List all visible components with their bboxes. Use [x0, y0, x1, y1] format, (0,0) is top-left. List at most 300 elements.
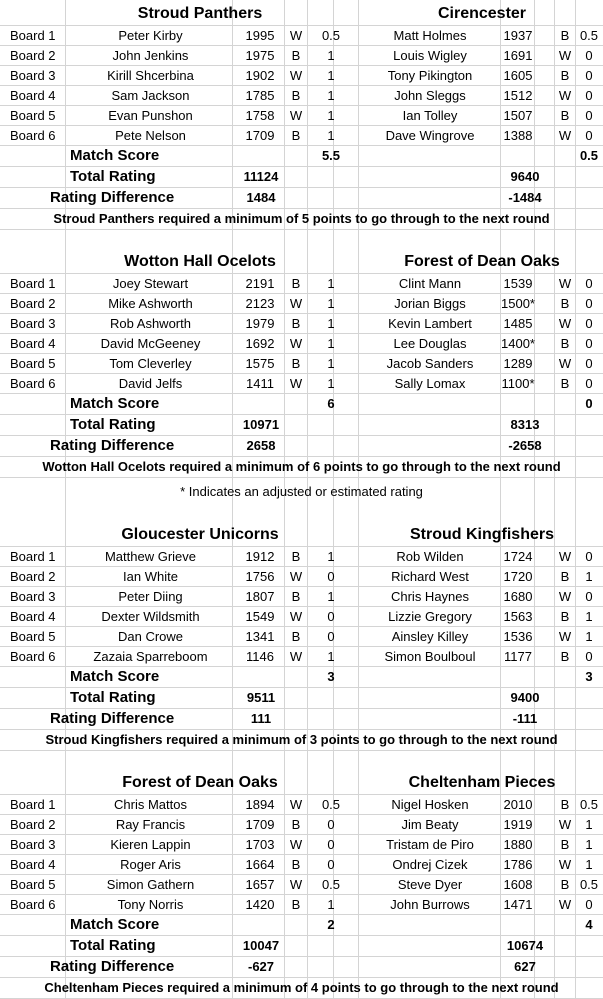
away-match-score: 0 [585, 396, 593, 411]
home-rating-difference: 2658 [246, 438, 276, 453]
home-color: W [289, 68, 303, 83]
away-color: B [560, 376, 570, 391]
away-player-name: Louis Wigley [393, 48, 467, 63]
away-board-score: 1 [585, 569, 593, 584]
away-color: B [560, 68, 570, 83]
home-player-name: Tom Cleverley [109, 356, 192, 371]
qualification-note: Wotton Hall Ocelots required a minimum of 6 points to go through to the next round [42, 459, 561, 474]
rating-difference-label: Rating Difference [50, 437, 175, 454]
away-color: B [560, 877, 570, 892]
board-label: Board 4 [10, 857, 56, 872]
home-player-rating: 1341 [245, 629, 275, 644]
rating-difference-label: Rating Difference [50, 189, 175, 206]
away-team-name: Cirencester [437, 5, 527, 22]
home-board-score: 0.5 [321, 877, 341, 892]
home-player-rating: 1756 [245, 569, 275, 584]
home-player-rating: 1912 [245, 549, 275, 564]
grid-row-line [0, 935, 603, 936]
home-board-score: 0 [327, 629, 335, 644]
away-player-name: Chris Haynes [390, 589, 470, 604]
home-color: B [291, 128, 301, 143]
qualification-note: Stroud Panthers required a minimum of 5 points to go through to the next round [53, 211, 550, 226]
grid-row-line [0, 293, 603, 294]
away-player-name: Matt Holmes [393, 28, 467, 43]
away-board-score: 0 [585, 48, 593, 63]
away-player-name: Lee Douglas [393, 336, 467, 351]
away-board-score: 0 [585, 296, 593, 311]
away-rating-difference: -111 [512, 711, 538, 726]
home-player-name: Simon Gathern [106, 877, 195, 892]
home-rating-difference: 111 [250, 711, 272, 726]
home-match-score: 2 [327, 917, 335, 932]
home-color: W [289, 569, 303, 584]
home-player-name: Kirill Shcerbina [107, 68, 194, 83]
home-color: W [289, 108, 303, 123]
away-player-rating: 1177 [504, 649, 532, 664]
home-player-rating: 1692 [245, 336, 275, 351]
home-team-name: Wotton Hall Ocelots [124, 253, 276, 270]
away-player-name: Jorian Biggs [394, 296, 466, 311]
away-player-name: Richard West [391, 569, 469, 584]
board-label: Board 1 [10, 549, 56, 564]
board-label: Board 2 [10, 569, 56, 584]
away-board-score: 0.5 [579, 28, 599, 43]
away-player-name: Tony Pikington [387, 68, 473, 83]
grid-row-line [0, 393, 603, 394]
away-board-score: 0 [585, 897, 593, 912]
home-player-name: David Jelfs [118, 376, 183, 391]
home-team-name: Gloucester Unicorns [121, 526, 279, 543]
home-player-rating: 1995 [245, 28, 275, 43]
away-board-score: 0 [585, 589, 593, 604]
grid-row-line [0, 105, 603, 106]
board-label: Board 6 [10, 128, 56, 143]
board-label: Board 5 [10, 108, 56, 123]
home-team-name: Stroud Panthers [137, 5, 263, 22]
home-board-score: 1 [327, 589, 335, 604]
grid-row-line [0, 373, 603, 374]
home-color: B [291, 276, 301, 291]
match-score-label: Match Score [70, 916, 160, 933]
home-board-score: 1 [327, 68, 335, 83]
grid-row-line [0, 646, 603, 647]
grid-row-line [0, 546, 603, 547]
away-player-rating: 1724 [503, 549, 533, 564]
home-board-score: 0.5 [321, 28, 341, 43]
match-score-label: Match Score [70, 395, 160, 412]
home-match-score: 6 [327, 396, 335, 411]
board-label: Board 2 [10, 296, 56, 311]
away-board-score: 0.5 [579, 797, 599, 812]
home-player-name: Dan Crowe [117, 629, 184, 644]
grid-row-line [0, 435, 603, 436]
away-player-rating: 1786 [503, 857, 533, 872]
home-rating-difference: -627 [247, 959, 275, 974]
away-color: B [560, 569, 570, 584]
total-rating-label: Total Rating [70, 416, 156, 433]
away-rating-difference: 627 [514, 959, 536, 974]
away-board-score: 0 [585, 316, 593, 331]
home-player-rating: 1902 [245, 68, 275, 83]
away-total-rating: 10674 [506, 938, 544, 953]
home-board-score: 1 [327, 649, 335, 664]
away-player-rating: 1691 [503, 48, 533, 63]
home-color: W [289, 837, 303, 852]
away-color: B [560, 609, 570, 624]
board-label: Board 2 [10, 817, 56, 832]
home-player-name: Kieren Lappin [110, 837, 191, 852]
away-board-score: 0 [585, 376, 593, 391]
home-color: W [289, 28, 303, 43]
home-player-rating: 1975 [245, 48, 275, 63]
away-player-name: Steve Dyer [397, 877, 463, 892]
home-color: W [289, 797, 303, 812]
away-color: W [558, 589, 572, 604]
home-color: B [291, 589, 301, 604]
home-board-score: 0 [327, 857, 335, 872]
grid-row-line [0, 65, 603, 66]
grid-row-line [0, 750, 603, 751]
grid-row-line [0, 166, 603, 167]
home-color: B [291, 629, 301, 644]
away-team-name: Cheltenham Pieces [408, 774, 556, 791]
away-rating-difference: -2658 [508, 438, 542, 453]
home-player-rating: 1785 [245, 88, 275, 103]
home-board-score: 1 [327, 897, 335, 912]
match-score-label: Match Score [70, 147, 160, 164]
away-player-rating: 1680 [503, 589, 533, 604]
board-label: Board 2 [10, 48, 56, 63]
away-board-score: 0 [585, 336, 593, 351]
home-board-score: 1 [327, 376, 335, 391]
grid-row-line [0, 956, 603, 957]
home-color: B [291, 88, 301, 103]
home-board-score: 0.5 [321, 797, 341, 812]
home-player-rating: 1411 [246, 376, 274, 391]
home-player-name: John Jenkins [112, 48, 189, 63]
away-color: W [558, 48, 572, 63]
home-player-name: Ian White [123, 569, 178, 584]
board-label: Board 3 [10, 316, 56, 331]
away-color: W [558, 128, 572, 143]
qualification-note: Stroud Kingfishers required a minimum of 3 points to go through to the next round [45, 732, 558, 747]
away-color: W [558, 549, 572, 564]
home-board-score: 0 [327, 569, 335, 584]
away-player-name: Clint Mann [398, 276, 462, 291]
board-label: Board 4 [10, 336, 56, 351]
grid-row-line [0, 834, 603, 835]
home-player-name: Ray Francis [115, 817, 186, 832]
home-board-score: 0 [327, 609, 335, 624]
board-label: Board 5 [10, 629, 56, 644]
away-color: B [560, 336, 570, 351]
home-player-rating: 1709 [245, 128, 275, 143]
home-player-rating: 1703 [245, 837, 275, 852]
grid-row-line [0, 606, 603, 607]
away-player-name: Tristam de Piro [386, 837, 474, 852]
home-color: W [289, 296, 303, 311]
grid-row-line [0, 854, 603, 855]
grid-row-line [0, 914, 603, 915]
away-player-name: John Sleggs [394, 88, 466, 103]
away-board-score: 1 [585, 609, 593, 624]
home-color: W [289, 877, 303, 892]
board-label: Board 1 [10, 276, 56, 291]
away-color: W [558, 316, 572, 331]
home-board-score: 1 [327, 356, 335, 371]
grid-row-line [0, 666, 603, 667]
away-total-rating: 8313 [510, 417, 540, 432]
home-player-name: Rob Ashworth [110, 316, 191, 331]
home-board-score: 0 [327, 837, 335, 852]
grid-row-line [0, 687, 603, 688]
away-color: B [560, 837, 570, 852]
away-player-name: Sally Lomax [394, 376, 466, 391]
home-board-score: 1 [327, 48, 335, 63]
home-board-score: 1 [327, 549, 335, 564]
board-label: Board 3 [10, 589, 56, 604]
home-player-name: Peter Diing [118, 589, 183, 604]
away-player-rating: 1720 [503, 569, 533, 584]
home-player-name: Evan Punshon [108, 108, 193, 123]
away-color: W [558, 817, 572, 832]
away-match-score: 0.5 [579, 148, 599, 163]
away-board-score: 0 [585, 649, 593, 664]
away-color: B [560, 296, 570, 311]
match-score-label: Match Score [70, 668, 160, 685]
grid-row-line [0, 456, 603, 457]
away-player-name: Ainsley Killey [391, 629, 469, 644]
board-label: Board 6 [10, 897, 56, 912]
away-player-name: Ondrej Cizek [392, 857, 468, 872]
grid-row-line [0, 125, 603, 126]
grid-row-line [0, 273, 603, 274]
home-player-name: Dexter Wildsmith [101, 609, 200, 624]
away-color: W [558, 88, 572, 103]
home-player-rating: 1575 [245, 356, 275, 371]
board-label: Board 1 [10, 28, 56, 43]
away-player-name: Jim Beaty [401, 817, 459, 832]
home-team-name: Forest of Dean Oaks [122, 774, 278, 791]
away-color: W [558, 276, 572, 291]
away-board-score: 0 [585, 549, 593, 564]
away-color: B [560, 649, 570, 664]
home-player-name: Roger Aris [120, 857, 181, 872]
away-player-rating: 1605 [503, 68, 533, 83]
away-player-name: John Burrows [390, 897, 470, 912]
away-player-rating: 1289 [503, 356, 533, 371]
board-label: Board 3 [10, 68, 56, 83]
home-board-score: 1 [327, 316, 335, 331]
away-player-name: Lizzie Gregory [388, 609, 472, 624]
home-color: B [291, 897, 301, 912]
home-color: W [289, 609, 303, 624]
home-player-rating: 1420 [245, 897, 275, 912]
grid-row-line [0, 333, 603, 334]
grid-row-line [0, 25, 603, 26]
away-color: W [558, 857, 572, 872]
away-board-score: 0 [585, 128, 593, 143]
home-player-name: Chris Mattos [114, 797, 187, 812]
away-team-name: Stroud Kingfishers [409, 526, 554, 543]
board-label: Board 4 [10, 609, 56, 624]
home-player-name: Pete Nelson [115, 128, 186, 143]
home-color: W [289, 336, 303, 351]
home-color: B [291, 857, 301, 872]
home-color: B [291, 817, 301, 832]
away-color: B [560, 108, 570, 123]
home-match-score: 3 [327, 669, 335, 684]
grid-row-line [0, 794, 603, 795]
grid-row-line [0, 814, 603, 815]
away-player-rating: 1485 [503, 316, 533, 331]
home-board-score: 1 [327, 336, 335, 351]
away-player-rating: 1919 [503, 817, 533, 832]
away-player-rating: 1880 [503, 837, 533, 852]
home-player-rating: 1709 [245, 817, 275, 832]
home-board-score: 1 [327, 128, 335, 143]
home-player-rating: 1664 [245, 857, 275, 872]
home-total-rating: 10047 [242, 938, 280, 953]
away-player-rating: 1100* [501, 376, 535, 391]
home-color: B [291, 48, 301, 63]
home-player-rating: 1894 [245, 797, 275, 812]
grid-row-line [0, 708, 603, 709]
qualification-note: Cheltenham Pieces required a minimum of 4 points to go through to the next round [44, 980, 559, 995]
rating-footnote: * Indicates an adjusted or estimated rating [180, 484, 423, 499]
home-player-rating: 2191 [245, 276, 275, 291]
away-board-score: 0 [585, 276, 593, 291]
board-label: Board 4 [10, 88, 56, 103]
grid-row-line [0, 208, 603, 209]
away-player-rating: 1500* [501, 296, 535, 311]
total-rating-label: Total Rating [70, 937, 156, 954]
home-total-rating: 9511 [246, 690, 276, 705]
away-color: W [558, 356, 572, 371]
home-total-rating: 11124 [243, 169, 279, 184]
board-label: Board 1 [10, 797, 56, 812]
away-team-name: Forest of Dean Oaks [404, 253, 560, 270]
away-board-score: 0 [585, 356, 593, 371]
away-player-name: Nigel Hosken [391, 797, 469, 812]
away-player-rating: 1608 [503, 877, 533, 892]
home-player-rating: 1549 [245, 609, 275, 624]
grid-row-line [0, 729, 603, 730]
grid-row-line [0, 229, 603, 230]
home-color: B [291, 316, 301, 331]
away-board-score: 0 [585, 68, 593, 83]
away-player-rating: 1507 [503, 108, 533, 123]
home-player-rating: 1807 [245, 589, 275, 604]
grid-row-line [0, 145, 603, 146]
away-player-rating: 1539 [503, 276, 533, 291]
away-player-rating: 1563 [503, 609, 533, 624]
home-player-name: David McGeeney [100, 336, 201, 351]
home-player-rating: 1146 [246, 649, 274, 664]
away-match-score: 4 [585, 917, 593, 932]
home-board-score: 1 [327, 108, 335, 123]
away-player-rating: 1512 [503, 88, 533, 103]
rating-difference-label: Rating Difference [50, 958, 175, 975]
grid-row-line [0, 414, 603, 415]
board-label: Board 6 [10, 649, 56, 664]
away-player-rating: 1937 [503, 28, 533, 43]
home-player-rating: 1979 [245, 316, 275, 331]
home-player-name: Tony Norris [117, 897, 184, 912]
away-color: B [560, 28, 570, 43]
away-total-rating: 9400 [510, 690, 540, 705]
home-total-rating: 10971 [242, 417, 280, 432]
away-player-name: Simon Boulboul [384, 649, 476, 664]
home-player-name: Peter Kirby [118, 28, 183, 43]
home-rating-difference: 1484 [246, 190, 276, 205]
grid-row-line [0, 187, 603, 188]
board-label: Board 5 [10, 877, 56, 892]
away-color: W [558, 897, 572, 912]
away-color: B [560, 797, 570, 812]
home-player-name: Mike Ashworth [108, 296, 193, 311]
grid-row-line [0, 894, 603, 895]
away-player-name: Kevin Lambert [388, 316, 472, 331]
away-player-rating: 1388 [503, 128, 533, 143]
away-board-score: 0.5 [579, 877, 599, 892]
away-board-score: 1 [585, 629, 593, 644]
home-player-name: Sam Jackson [111, 88, 190, 103]
away-player-rating: 1536 [503, 629, 533, 644]
home-color: W [289, 376, 303, 391]
home-player-name: Matthew Grieve [104, 549, 197, 564]
home-player-name: Zazaia Sparreboom [93, 649, 208, 664]
home-player-name: Joey Stewart [112, 276, 189, 291]
away-rating-difference: -1484 [508, 190, 542, 205]
home-color: B [291, 549, 301, 564]
away-player-name: Rob Wilden [396, 549, 464, 564]
away-color: W [558, 629, 572, 644]
total-rating-label: Total Rating [70, 689, 156, 706]
board-label: Board 5 [10, 356, 56, 371]
away-match-score: 3 [585, 669, 593, 684]
total-rating-label: Total Rating [70, 168, 156, 185]
away-player-rating: 1400* [501, 336, 535, 351]
rating-difference-label: Rating Difference [50, 710, 175, 727]
grid-row-line [0, 353, 603, 354]
away-player-name: Dave Wingrove [385, 128, 475, 143]
grid-row-line [0, 566, 603, 567]
home-board-score: 1 [327, 296, 335, 311]
away-board-score: 1 [585, 857, 593, 872]
home-color: W [289, 649, 303, 664]
home-board-score: 1 [327, 276, 335, 291]
grid-row-line [0, 85, 603, 86]
away-player-name: Ian Tolley [402, 108, 458, 123]
home-player-rating: 1657 [245, 877, 275, 892]
grid-row-line [0, 977, 603, 978]
away-total-rating: 9640 [510, 169, 540, 184]
grid-row-line [0, 45, 603, 46]
grid-row-line [0, 874, 603, 875]
away-board-score: 0 [585, 88, 593, 103]
grid-row-line [0, 626, 603, 627]
home-color: B [291, 356, 301, 371]
grid-row-line [0, 477, 603, 478]
away-player-rating: 2010 [503, 797, 533, 812]
home-board-score: 1 [327, 88, 335, 103]
away-board-score: 1 [585, 817, 593, 832]
grid-row-line [0, 313, 603, 314]
away-player-rating: 1471 [503, 897, 533, 912]
home-player-rating: 2123 [245, 296, 275, 311]
away-board-score: 0 [585, 108, 593, 123]
